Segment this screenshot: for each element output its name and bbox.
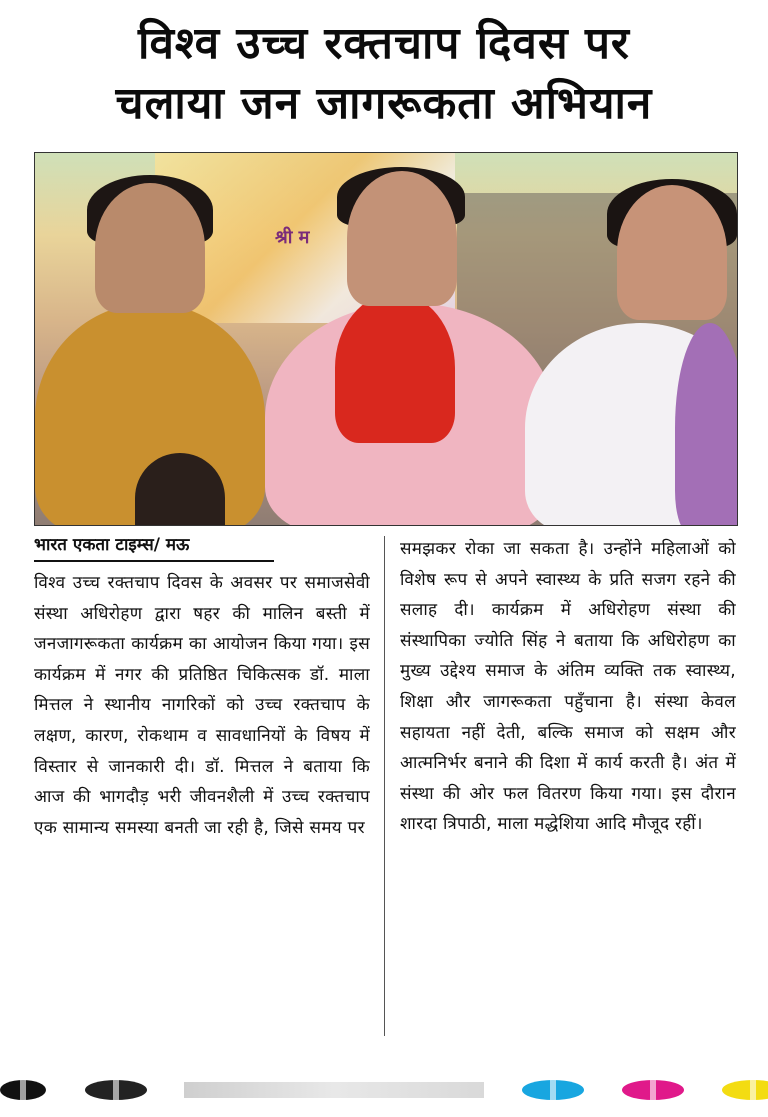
article-body (34, 534, 736, 1054)
woman-right-face (617, 185, 727, 320)
woman-right-dupatta (675, 323, 738, 526)
registration-mark-magenta (622, 1080, 684, 1100)
article-column-right (400, 534, 736, 840)
column-divider (384, 536, 385, 1036)
registration-mark-yellow (722, 1080, 768, 1100)
news-photo (34, 152, 738, 526)
headline-line-2: चलाया जन जागरूकता अभियान (115, 78, 653, 129)
headline-line-1: विश्व उच्च रक्तचाप दिवस पर (138, 18, 630, 69)
headline (20, 14, 748, 134)
grey-tone-strip (184, 1082, 484, 1098)
print-registration-bar (0, 1078, 768, 1104)
article-column-left (34, 534, 370, 843)
column-left-text: विश्व उच्च रक्तचाप दिवस के अवसर पर समाजसेवी संस्था अधिरोहण द्वारा षहर की मालिन बस्ती में जनजागरूकता कार्यक्रम का आयोजन किया गया। इस कार्यक्रम में नगर की प्रतिष्ठित चिकित्सक डॉ. माला मित्तल ने स्थानीय नागरिकों को उच्च रक्तचाप के लक्षण, कारण, रोकथाम व सावधानियों के विषय में विस्तार से जानकारी दी। डॉ. मित्तल ने बताया कि आज की भागदौड़ भरी जीवनशैली में उच्च रक्तचाप एक सामान्य समस्या बनती जा रही है, जिसे समय पर (34, 573, 370, 838)
registration-mark-black-1 (0, 1080, 46, 1100)
registration-mark-cyan (522, 1080, 584, 1100)
woman-center-face (347, 171, 457, 306)
woman-center-scarf (335, 293, 455, 443)
byline: भारत एकता टाइम्स/ मऊ (34, 534, 274, 562)
registration-mark-black-2 (85, 1080, 147, 1100)
banner-text: श्री म (275, 227, 310, 248)
column-right-text: समझकर रोका जा सकता है। उन्होंने महिलाओं को विशेष रूप से अपने स्वास्थ्य के प्रति सजग रहने की सलाह दी। कार्यक्रम में अधिरोहण संस्था की संस्थापिका ज्योति सिंह ने बताया कि अधिरोहण का मुख्य उद्देश्य समाज के अंतिम व्यक्ति तक स्वास्थ्य, शिक्षा और जागरूकता पहुँचाना है। संस्था केवल सहायता नहीं देती, बल्कि समाज को सक्षम और आत्मनिर्भर बनाने की दिशा में कार्य करती है। अंत में संस्था की ओर फल वितरण किया गया। इस दौरान शारदा त्रिपाठी, माला मद्धेशिया आदि मौजूद रहीं। (400, 539, 736, 835)
woman-left-face (95, 183, 205, 313)
